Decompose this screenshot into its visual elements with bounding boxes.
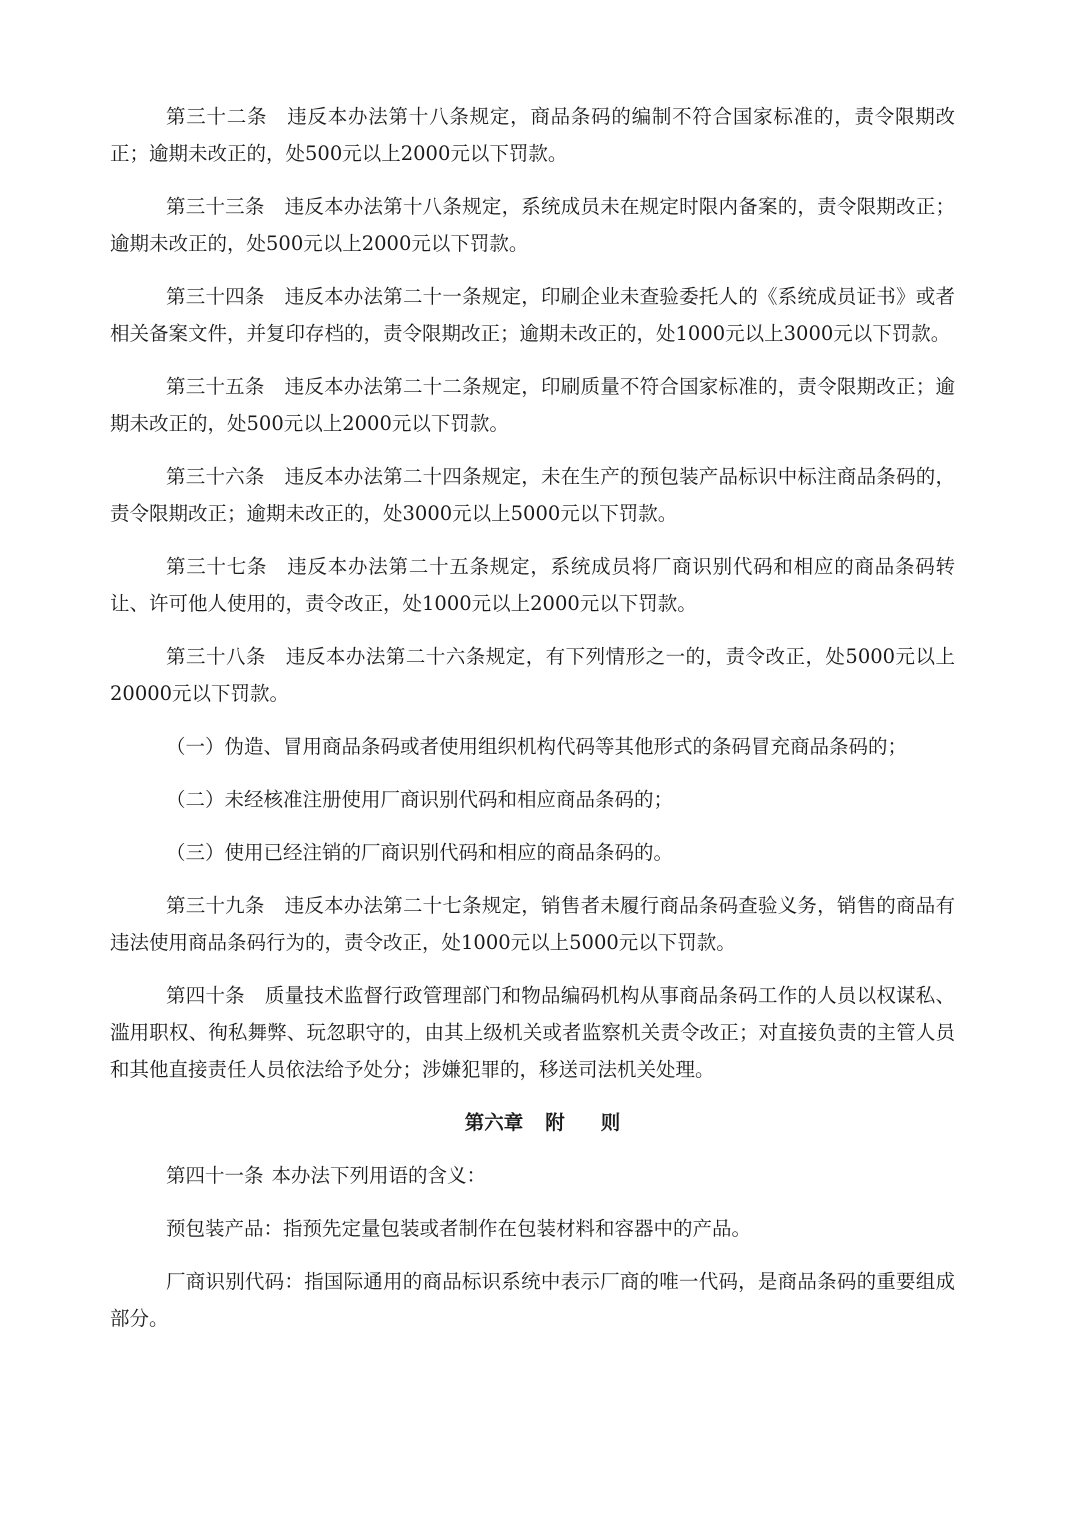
article-number: 第三十九条 [166,894,265,917]
article-text: 违反本办法第十八条规定，商品条码的编制不符合国家标准的，责令限期改正；逾期未改正的，处500元以上2000元以下罚款。 [110,105,955,165]
article-number: 第三十六条 [166,465,265,488]
article-36 [110,458,955,532]
list-item-3: （三）使用已经注销的厂商识别代码和相应的商品条码的。 [166,841,674,864]
article-35 [110,368,955,442]
article-text: 违反本办法第二十五条规定，系统成员将厂商识别代码和相应的商品条码转让、许可他人使用的，责令改正，处1000元以上2000元以下罚款。 [110,555,955,615]
article-number: 第四十条 [166,984,245,1007]
article-number: 第三十八条 [166,645,266,668]
list-item-2: （二）未经核准注册使用厂商识别代码和相应商品条码的； [166,788,674,811]
article-text: 违反本办法第二十六条规定，有下列情形之一的，责令改正，处5000元以上20000元以下罚款。 [110,645,955,705]
article-text: 违反本办法第二十七条规定，销售者未履行商品条码查验义务，销售的商品有违法使用商品条码行为的，责令改正，处1000元以上5000元以下罚款。 [110,894,955,954]
article-40 [110,977,955,1088]
article-39 [110,887,955,961]
article-38 [110,638,955,712]
article-text: 质量技术监督行政管理部门和物品编码机构从事商品条码工作的人员以权谋私、滥用职权、徇私舞弊、玩忽职守的，由其上级机关或者监察机关责令改正；对直接负责的主管人员和其他直接责任人员依法给予处分；涉嫌犯罪的，移送司法机关处理。 [110,984,955,1081]
list-item-1: （一）伪造、冒用商品条码或者使用组织机构代码等其他形式的条码冒充商品条码的； [166,735,908,758]
article-text: 违反本办法第十八条规定，系统成员未在规定时限内备案的，责令限期改正；逾期未改正的，处500元以上2000元以下罚款。 [110,195,955,255]
article-32 [110,98,955,172]
article-number: 第三十三条 [166,195,265,218]
chapter-title-part-2: 则 [600,1111,621,1134]
definition-prepackaged-product: 预包装产品：指预先定量包装或者制作在包装材料和容器中的产品。 [166,1217,752,1240]
chapter-heading [110,1104,955,1141]
article-number: 第三十二条 [166,105,268,128]
article-number: 第三十五条 [166,375,265,398]
definition-manufacturer-code: 厂商识别代码：指国际通用的商品标识系统中表示厂商的唯一代码，是商品条码的重要组成部分。 [110,1270,955,1330]
article-number: 第三十四条 [166,285,265,308]
article-text: 违反本办法第二十一条规定，印刷企业未查验委托人的《系统成员证书》或者相关备案文件，并复印存档的，责令限期改正；逾期未改正的，处1000元以上3000元以下罚款。 [110,285,955,345]
article-text: 违反本办法第二十四条规定，未在生产的预包装产品标识中标注商品条码的，责令限期改正；逾期未改正的，处3000元以上5000元以下罚款。 [110,465,955,525]
article-33 [110,188,955,262]
article-text: 本办法下列用语的含义： [271,1164,487,1187]
article-41 [110,1157,955,1194]
chapter-title-part-1: 附 [545,1111,565,1134]
article-number: 第四十一条 [166,1164,264,1187]
document-page [110,98,955,1353]
article-number: 第三十七条 [166,555,268,578]
chapter-number: 第六章 [464,1111,524,1134]
article-37 [110,548,955,622]
article-text: 违反本办法第二十二条规定，印刷质量不符合国家标准的，责令限期改正；逾期未改正的，处500元以上2000元以下罚款。 [110,375,955,435]
article-34 [110,278,955,352]
